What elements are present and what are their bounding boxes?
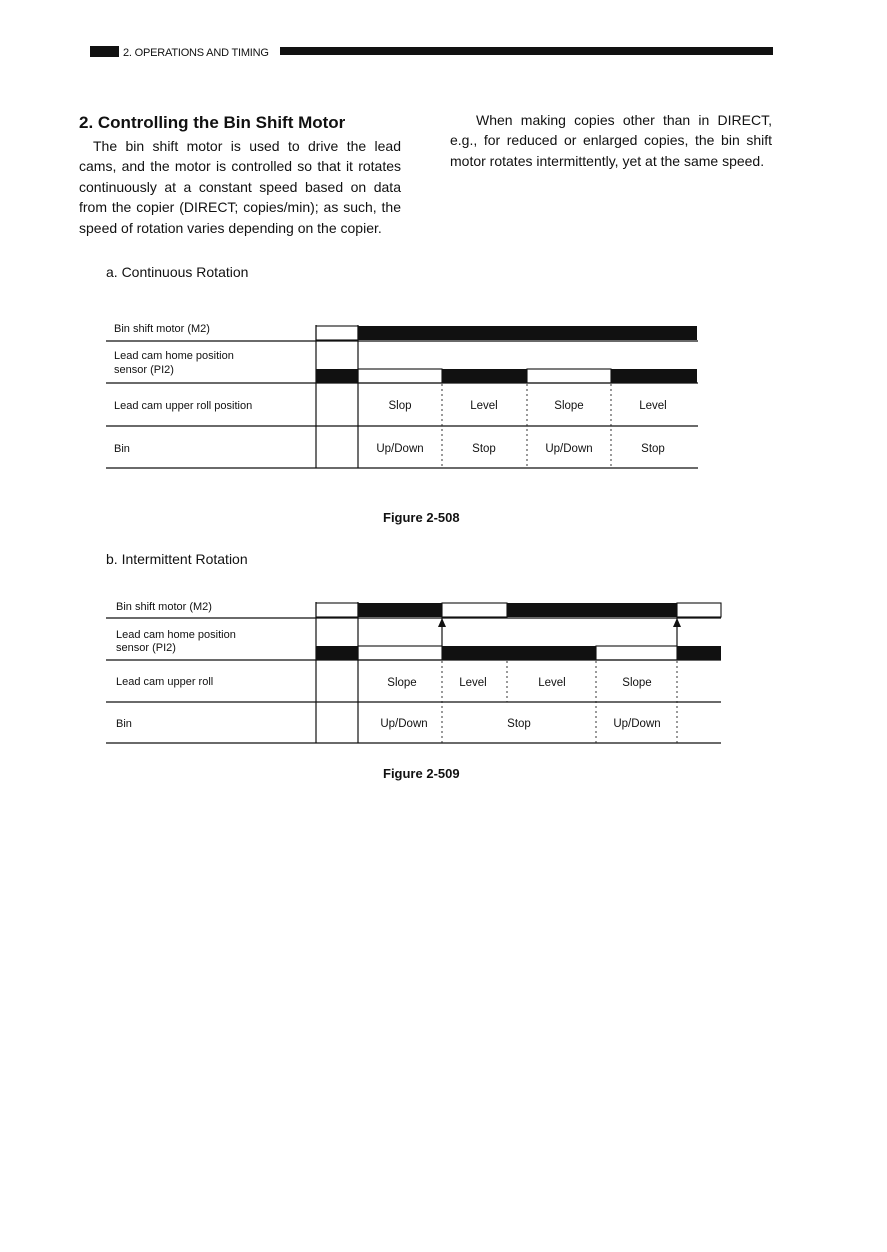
cell: Stop	[507, 718, 531, 730]
row-label: Bin	[116, 718, 132, 730]
sensor-high-2	[677, 646, 721, 660]
subheading-intermittent: b. Intermittent Rotation	[106, 551, 248, 567]
motor-on-pulse-2	[507, 603, 677, 617]
motor-on-pulse-1	[358, 603, 442, 617]
figure-caption-508: Figure 2-508	[383, 510, 460, 525]
right-paragraph: When making copies other than in DIRECT, e.g., for reduced or enlarged copies, the bin shift motor rotates intermittently, yet at the same speed.	[450, 112, 772, 169]
row-label: Lead cam home position	[116, 629, 236, 641]
cell: Slope	[554, 400, 584, 412]
cell: Level	[470, 400, 498, 412]
cell: Stop	[472, 443, 496, 455]
cell: Up/Down	[376, 443, 424, 455]
row-label: Lead cam upper roll position	[114, 400, 253, 412]
row-label: Lead cam upper roll	[116, 676, 214, 688]
cell: Up/Down	[380, 718, 428, 730]
row-label: sensor (PI2)	[114, 364, 174, 376]
section-title: 2. Controlling the Bin Shift Motor	[79, 113, 346, 132]
trigger-arrow	[438, 618, 446, 627]
row-label: Bin shift motor (M2)	[116, 601, 212, 613]
row-label: Bin	[114, 443, 130, 455]
cell: Slope	[622, 677, 652, 689]
cell: Level	[459, 677, 487, 689]
cell: Slope	[387, 677, 417, 689]
cell: Stop	[641, 443, 665, 455]
cell: Up/Down	[613, 718, 661, 730]
subheading-continuous: a. Continuous Rotation	[106, 264, 249, 280]
cell: Level	[639, 400, 667, 412]
row-label: Lead cam home position	[114, 350, 234, 362]
running-header: 2. OPERATIONS AND TIMING	[123, 47, 269, 59]
cell: Slop	[388, 400, 412, 412]
cell: Up/Down	[545, 443, 593, 455]
row-label: sensor (PI2)	[116, 642, 176, 654]
figure-caption-509: Figure 2-509	[383, 766, 460, 781]
cell: Level	[538, 677, 566, 689]
row-label: Bin shift motor (M2)	[114, 323, 210, 335]
left-paragraph: The bin shift motor is used to drive the lead cams, and the motor is controlled so that it rotates continuously at a constant speed based on data from the copier (DIRECT; copies/min); as such, the speed of rotation varies depending on the copier.	[79, 138, 401, 236]
sensor-high-1	[442, 646, 596, 660]
trigger-arrow	[673, 618, 681, 627]
